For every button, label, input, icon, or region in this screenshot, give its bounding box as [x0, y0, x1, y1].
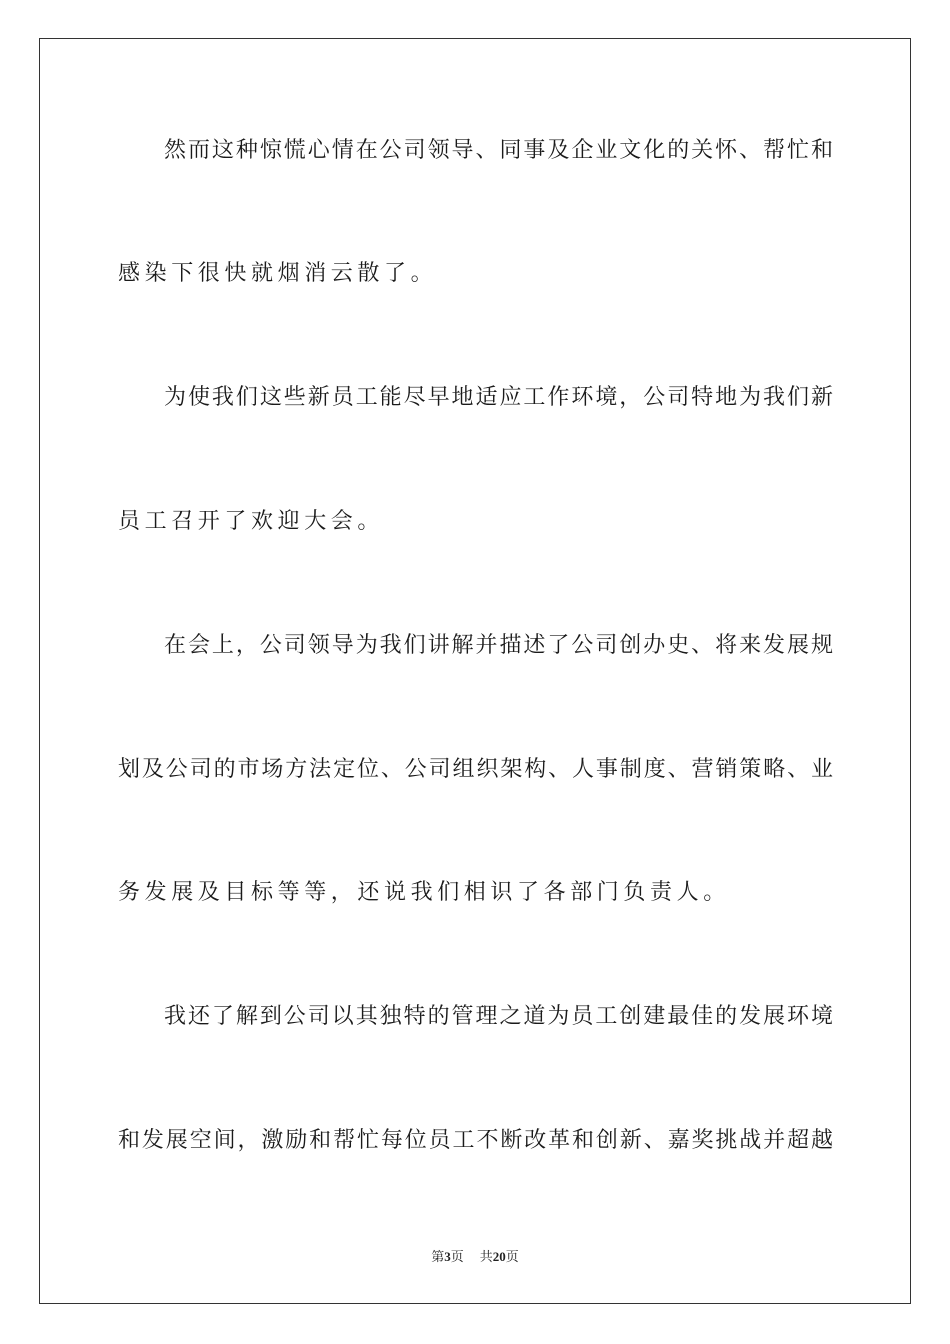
paragraph-3-line-3: 务发展及目标等等，还说我们相识了各部门负责人。	[118, 880, 730, 905]
paragraph-2-line-2: 员工召开了欢迎大会。	[118, 509, 385, 534]
paragraph-1-line-2: 感染下很快就烟消云散了。	[118, 261, 438, 286]
paragraph-4-line-2: 和发展空间，激励和帮忙每位员工不断改革和创新、嘉奖挑战并超越	[118, 1128, 833, 1153]
page-suffix: 页	[450, 1249, 464, 1264]
page-number: 3	[444, 1249, 451, 1264]
paragraph-3-line-1: 在会上，公司领导为我们讲解并描述了公司创办史、将来发展规	[164, 633, 833, 658]
total-pages: 20	[492, 1249, 506, 1264]
page-prefix: 第	[431, 1249, 445, 1264]
total-prefix: 共	[479, 1249, 493, 1264]
page-border	[39, 38, 911, 1304]
page-footer	[0, 1248, 950, 1266]
paragraph-4-line-1: 我还了解到公司以其独特的管理之道为员工创建最佳的发展环境	[164, 1004, 833, 1029]
total-suffix: 页	[505, 1249, 519, 1264]
paragraph-2-line-1: 为使我们这些新员工能尽早地适应工作环境，公司特地为我们新	[164, 385, 833, 410]
paragraph-1-line-1: 然而这种惊慌心情在公司领导、同事及企业文化的关怀、帮忙和	[164, 138, 833, 163]
paragraph-3-line-2: 划及公司的市场方法定位、公司组织架构、人事制度、营销策略、业	[118, 757, 833, 782]
